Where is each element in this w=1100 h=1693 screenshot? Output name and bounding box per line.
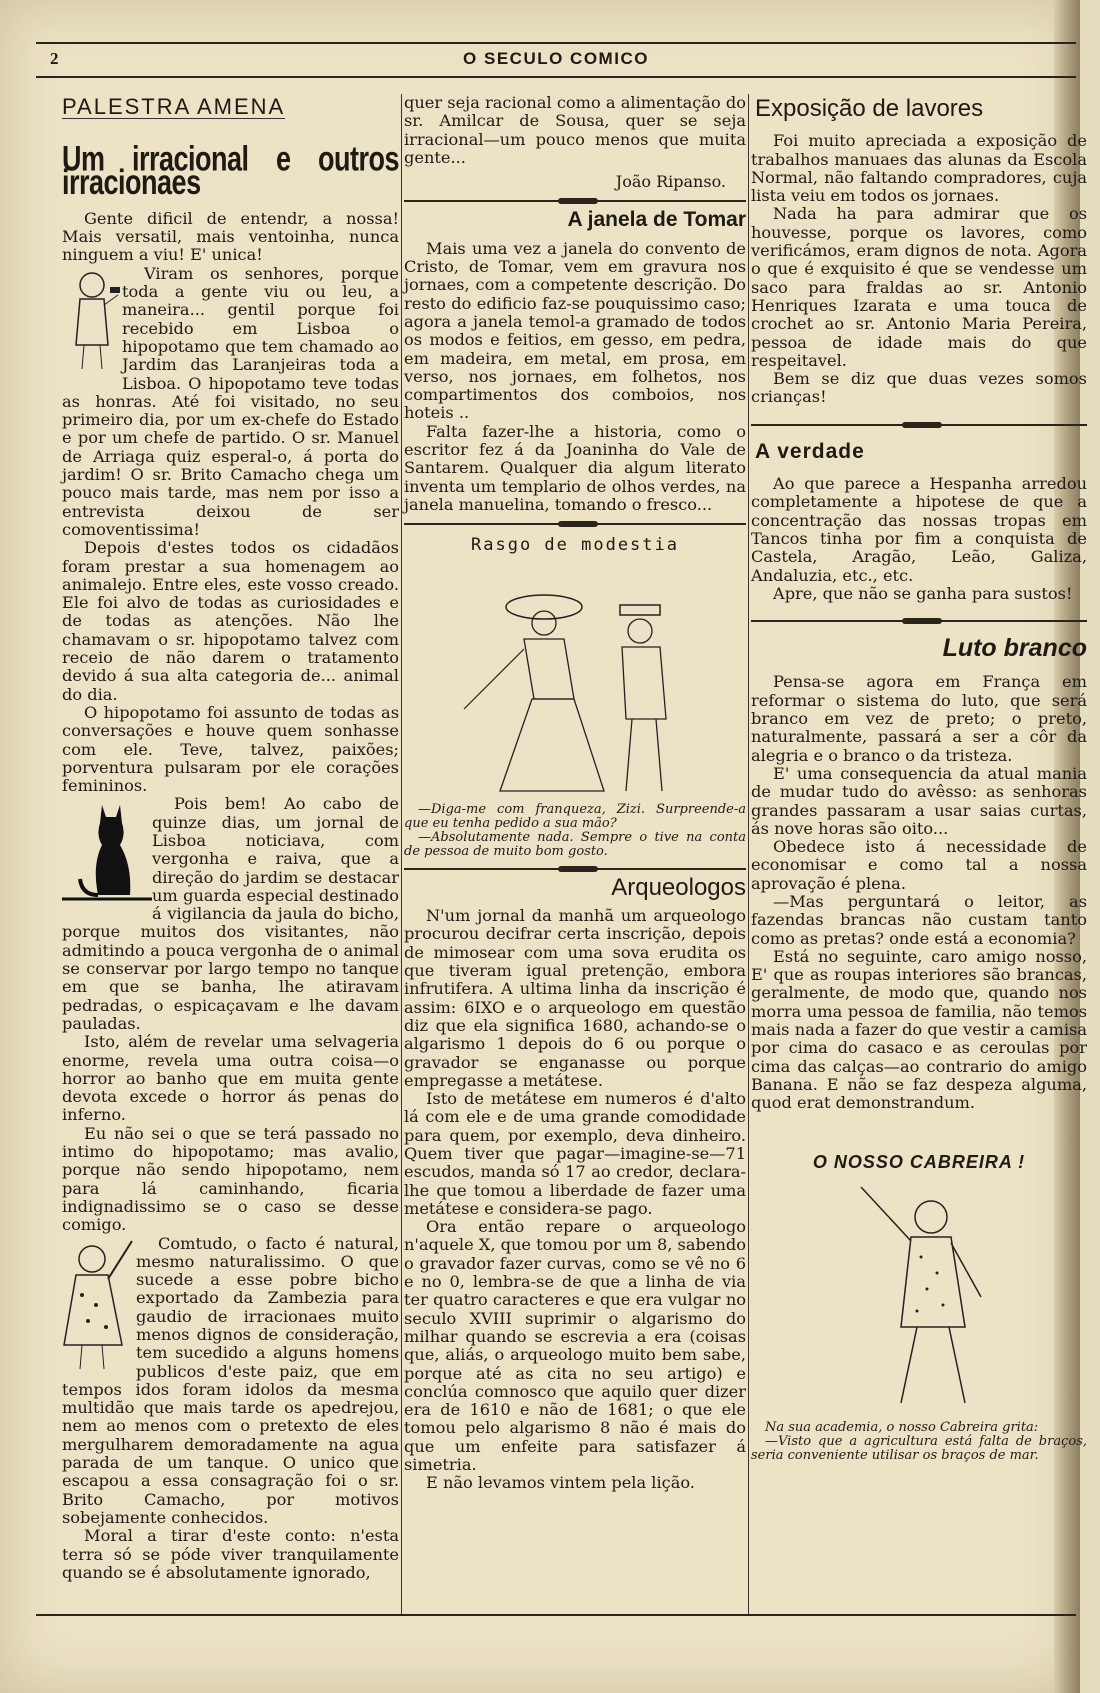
continuation-text: quer seja racional como a alimentação do sr. Amilcar de Sousa, quer se seja irracional—um pouco menos que muita gente...: [404, 93, 746, 167]
paragraph: Ora então repare o arqueologo n'aquele X, que tomou por um 8, sabendo o gravador fazer curvas, como se vê no 6 e no 0, lembra-se de que a linha de via ter quatro caracteres e que era vulgar no seculo XVIII suprimir o algarismo do milhar quando se escrevia a era (coisas que, aliás, o arqueologo muito bem sabe, porque até as cita no seu artigo) e conclúa comnosco que aquilo quer dizer era de 1610 e não de 1681; o que ele tomou pelo algarismo 8 não é mais do que um enfeite para satisfazer á simetria.: [404, 1217, 746, 1475]
arqueologos-title: Arqueologos: [611, 873, 746, 901]
column-1: [62, 94, 399, 1613]
paragraph: Moral a tirar d'este conto: n'esta terra só se póde viver tranquilamente quando se é absolutamente ignorado,: [62, 1526, 399, 1582]
cabreira-title: O NOSSO CABREIRA !: [812, 1151, 1026, 1172]
paragraph: Depois d'estes todos os cidadãos foram prestar a sua homenagem ao animalejo. Entre eles, este vosso creado. Ele foi alvo de todas as curiosidades e de todas as atenções. Não lhe chamavam o sr. hipopotamo talvez com receio de não darem o tratamento devido á sua alta categoria de... animal do dia.: [62, 538, 399, 704]
paragraph: O hipopotamo foi assunto de todas as conversações e houve quem sonhasse com ele. Teve, talvez, paixões; porventura pulsaram por ele corações femininos.: [62, 702, 399, 796]
separator: [404, 520, 746, 528]
caption-line: Na sua academia, o nosso Cabreira grita:: [765, 1420, 1039, 1436]
paragraph: Bem se diz que duas vezes somos crianças!: [751, 369, 1087, 407]
paragraph: Ao que parece a Hespanha arredou completamente a hipotese de que a concentração das nossas tropas em Tancos tinha por fim a conquista de Castela, Aragão, Leão, Galiza, Andaluzia, etc., etc.: [751, 474, 1087, 585]
article-body: [62, 210, 399, 1582]
illustration-girl: [62, 1235, 136, 1375]
separator: [751, 421, 1087, 429]
paragraph: Nada ha para admirar que os houvesse, porque os lavores, como verificámos, eram dignos de nota. Agora o que é exquisito é que se vendesse um saco para fraldas ao sr. Antonio Henriques Izarata e uma touca de crochet ao sr. Antonio Maria Pereira, pessoa de idade mais do que respeitavel.: [751, 204, 1087, 370]
illustration-waiter: [62, 265, 122, 375]
paragraph: Apre, que não se ganha para sustos!: [773, 583, 1073, 603]
cabreira-caption: [751, 1421, 1087, 1463]
paragraph: Mais uma vez a janela do convento de Cristo, de Tomar, vem em gravura nos jornaes, com a competente descrição. Do resto do edificio faz-se pouquissimo caso; agora a janela temol-a gramado de todos os modos e feitios, em gesso, em pedra, em madeira, em metal, em prosa, em verso, nos jornaes, em folhetos, nos compartimentos dos comboios, nos hoteis ..: [404, 238, 746, 423]
paragraph: Pois bem! Ao cabo de quinze dias, um jornal de Lisboa noticiava, com vergonha e raiva, que a direção do jardim se destacar um guarda especial destinado á vigilancia da jaula do bicho, porque muitos dos visitantes, não admitindo a pouca vergonha de o animal se conservar por largo tempo no tanque em que se banha, lhe atiravam pedradas, o espicaçavam e lhe davam pauladas.: [62, 794, 399, 1033]
paragraph: —Mas perguntará o leitor, as fazendas brancas não custam tanto como as pretas? onde está a economia?: [751, 891, 1087, 948]
paragraph: Isto de metátese em numeros é d'alto lá com ele e de uma grande comodidade para quem, por exemplo, deva dinheiro. Quem tiver que pagar—imagine-se—71 escudos, manda só 17 ao credor, declara-lhe que tomou a liberdade de fazer uma metátese e considera-se pago.: [404, 1089, 746, 1218]
paragraph: Eu não sei o que se terá passado no intimo do hipopotamo; mas avalio, porque não sendo hipopotamo, nem para lá caminhando, ficaria indignadissimo se o caso se desse comigo.: [62, 1123, 399, 1235]
cabreira-drawing: [751, 1177, 1087, 1417]
page-number: 2: [50, 49, 59, 68]
separator: [404, 197, 746, 205]
paragraph: N'um jornal da manhã um arqueologo procurou decifrar certa inscrição, depois de mimosear com uma sova erudita os que tiveram igual pretenção, embora infrutifera. A ultima linha da inscrição é assim: 6IXO e o arqueologo em questão diz que ela significa 1680, achando-se o algarismo 1 depois do 6 ou porque o gravador se enganasse ou porque empregasse a metátese.: [404, 906, 746, 1090]
paragraph: Viram os senhores, porque toda a gente viu ou leu, a maneira... gentil porque foi recebido em Lisboa o hipopotamo que tem chamado ao Jardim das Laranjeiras toda a Lisboa. O hipopotamo teve todas as honras. Até foi visitado, no seu primeiro dia, por um ex-chefe do Estado e por um chefe de partido. O sr. Manuel de Arriaga quiz esperal-o, á porta do jardim! O sr. Brito Camacho chega um pouco mais tarde, mas nem por isso a entrevista deixou de ser comoventissima!: [62, 263, 399, 539]
verdade-title: A verdade: [755, 439, 865, 463]
caption-line: —Diga-me com franqueza, Zizi. Surpreende-a que eu tenha pedido a sua mão?: [404, 801, 746, 831]
caption-line: —Visto que a agricultura está falta de braços, seria conveniente utilisar os braços de mar.: [751, 1434, 1087, 1464]
paragraph: Comtudo, o facto é natural, mesmo naturalissimo. O que sucede a esse pobre bicho exportado da Zambezia para gaudio de irracionaes muito menos dignos de consideração, tem sucedido a alguns homens publicos d'este paiz, que em tempos idos foram idolos da mesma multidão que mais tarde os apedrejou, nem ao menos com o pretexto de eles mergulharem demoradamente na agua parada de um tanque. O unico que escapou a essa consagração foi o sr. Brito Camacho, por motivos sobejamente conhecidos.: [62, 1233, 399, 1527]
paragraph: E não levamos vintem pela lição.: [426, 1473, 695, 1493]
column-2: [404, 94, 746, 1613]
bottom-rule: [36, 1614, 1076, 1616]
janela-title: A janela de Tomar: [567, 208, 746, 232]
caption-line: —Absolutamente nada. Sempre o tive na conta de pessoa de muito bom gosto.: [404, 829, 746, 859]
paragraph: Falta fazer-lhe a historia, como o escritor fez á da Joaninha do Vale de Santarem. Qualquer dia algum literato inventa um templario de olhos verdes, na janela manuelina, tomando o fresco...: [404, 421, 746, 514]
paragraph: Pensa-se agora em França em reformar o sistema do luto, que será branco em vez de preto; o preto, naturalmente, passará a ser a côr da alegria e o branco o da tristeza.: [751, 672, 1087, 765]
separator: [404, 865, 746, 873]
cartoon-title: Rasgo de modestia: [471, 535, 679, 556]
cartoon-caption: [404, 803, 746, 859]
exposicao-title: Exposição de lavores: [755, 95, 984, 122]
cartoon-drawing: [404, 559, 746, 799]
cartoon-rasgo: [404, 536, 746, 859]
signature: João Ripanso.: [615, 172, 726, 192]
section-heading: PALESTRA AMENA: [62, 94, 286, 119]
illustration-black-cat: [62, 795, 152, 915]
paragraph: E' uma consequencia da atual mania de mudar tudo do avêsso: as senhoras grandes passaram a usar saias curtas, ás nove horas são oito...: [751, 763, 1087, 838]
column-rule-1: [401, 94, 402, 1614]
paragraph: Isto, além de revelar uma selvageria enorme, revela uma outra coisa—o horror ao banho que em muita gente devota excede o horror ás penas do inferno.: [62, 1032, 399, 1125]
paragraph: Está no seguinte, caro amigo nosso, E' que as roupas interiores são brancas, geralmente, de modo que, quando nos morra uma pessoa de familia, não temos mais nada a fazer do que vestir a camisa por cima do casaco e as ceroulas por cima das calças—ao contrario do amigo Banana. E não se faz despeza alguma, quod erat demonstrandum.: [751, 946, 1087, 1113]
paragraph: Obedece isto á necessidade de economisar e como tal a nossa aprovação é plena.: [751, 837, 1087, 893]
luto-title: Luto branco: [942, 634, 1087, 663]
page-header: [36, 42, 1076, 78]
column-3: [751, 94, 1087, 1613]
paragraph: Foi muito apreciada a exposição de trabalhos manuaes das alunas da Escola Normal, não faltando compradores, cuja lista veiu em todos os jornaes.: [751, 131, 1087, 206]
separator: [751, 617, 1087, 625]
paragraph: Gente dificil de entendr, a nossa! Mais versatil, mais ventoinha, nunca ninguem a viu! E' unica!: [62, 208, 399, 265]
article-title: Um irracional e outros irracionaes: [62, 139, 399, 203]
newspaper-title: O SECULO COMICO: [463, 49, 649, 68]
column-rule-2: [748, 94, 749, 1614]
